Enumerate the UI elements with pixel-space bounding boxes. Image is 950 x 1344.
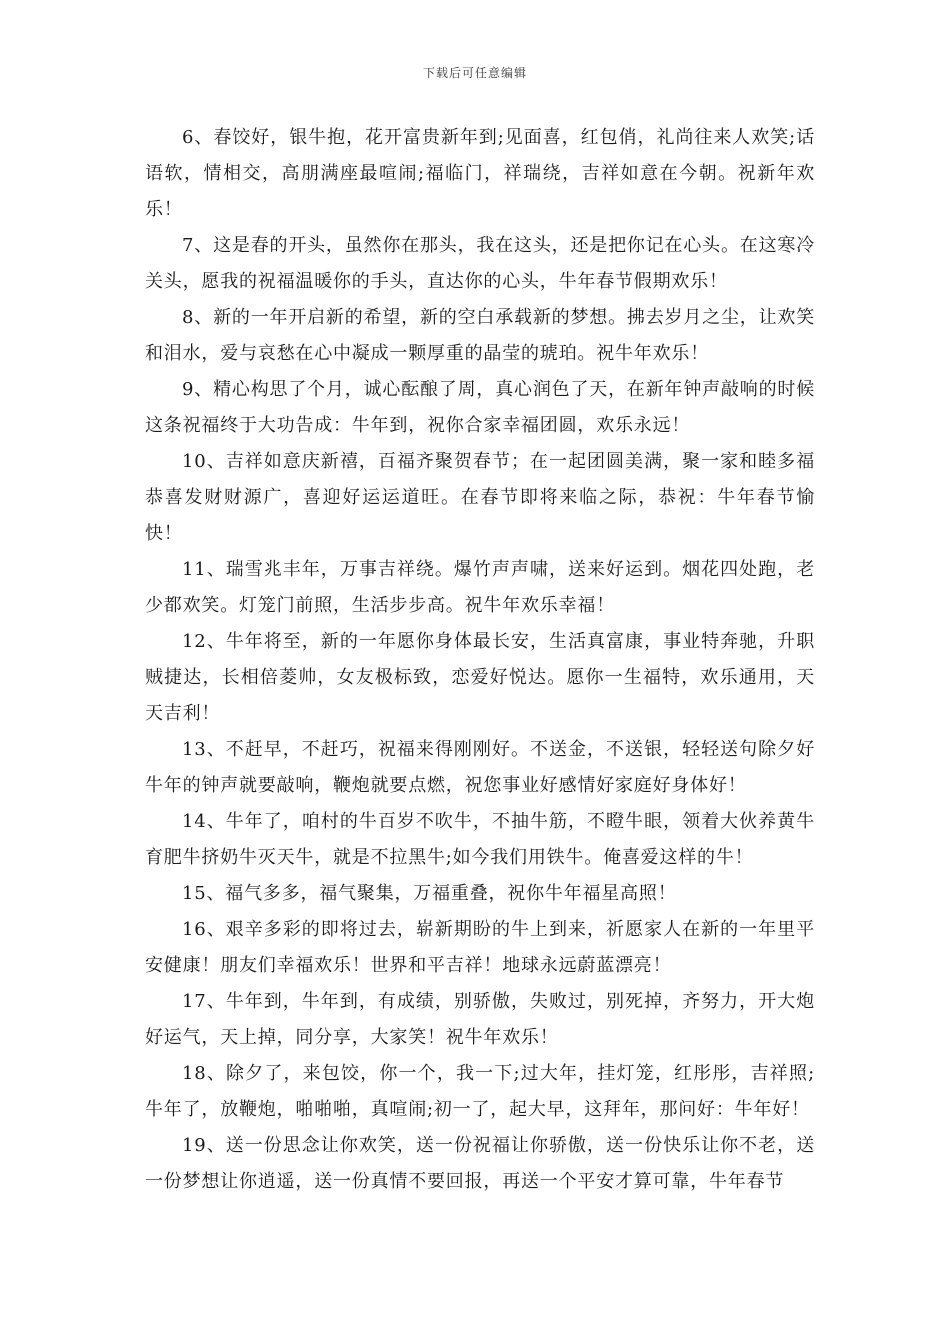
paragraph-10: 10、吉祥如意庆新禧，百福齐聚贺春节；在一起团圆美满，聚一家和睦多福恭喜发财财源广，喜迎好运运道旺。在春节即将来临之际，恭祝：牛年春节愉快！ — [145, 451, 815, 544]
paragraph-15: 15、福气多多，福气聚集，万福重叠，祝你牛年福星高照！ — [182, 883, 677, 904]
paragraph-13: 13、不赶早，不赶巧，祝福来得刚刚好。不送金，不送银，轻轻送句除夕好牛年的钟声就要敲响，鞭炮就要点燃，祝您事业好感情好家庭好身体好！ — [145, 739, 815, 796]
paragraph-8: 8、新的一年开启新的希望，新的空白承载新的梦想。拂去岁月之尘，让欢笑和泪水，爱与哀愁在心中凝成一颗厚重的晶莹的琥珀。祝牛年欢乐！ — [145, 307, 815, 364]
paragraph-14: 14、牛年了，咱村的牛百岁不吹牛，不抽牛筋，不瞪牛眼，领着大伙养黄牛育肥牛挤奶牛灭天牛，就是不拉黑牛;如今我们用铁牛。俺喜爱这样的牛！ — [145, 811, 815, 868]
paragraph-17: 17、牛年到，牛年到，有成绩，别骄傲，失败过，别死掉，齐努力，开大炮好运气，天上掉，同分享，大家笑！祝牛年欢乐！ — [145, 991, 815, 1048]
paragraph-11: 11、瑞雪兆丰年，万事吉祥绕。爆竹声声啸，送来好运到。烟花四处跑，老少都欢笑。灯笼门前照，生活步步高。祝牛年欢乐幸福！ — [145, 559, 815, 616]
paragraph-9: 9、精心构思了个月，诚心酝酿了周，真心润色了天，在新年钟声敲响的时候这条祝福终于大功告成：牛年到，祝你合家幸福团圆，欢乐永远！ — [145, 379, 815, 436]
paragraph-18: 18、除夕了，来包饺，你一个，我一下;过大年，挂灯笼，红彤彤，吉祥照;牛年了，放鞭炮，啪啪啪，真喧闹;初一了，起大早，这拜年，那问好：牛年好！ — [145, 1063, 815, 1120]
paragraph-16: 16、艰辛多彩的即将过去，崭新期盼的牛上到来，祈愿家人在新的一年里平安健康！朋友们幸福欢乐！世界和平吉祥！地球永远蔚蓝漂亮！ — [145, 919, 815, 976]
paragraph-19: 19、送一份思念让你欢笑，送一份祝福让你骄傲，送一份快乐让你不老，送一份梦想让你逍遥，送一份真情不要回报，再送一个平安才算可靠，牛年春节 — [145, 1135, 815, 1192]
page-header: 下载后可任意编辑 — [422, 66, 527, 80]
document-body — [145, 120, 815, 1200]
paragraph-6: 6、春饺好，银牛抱，花开富贵新年到;见面喜，红包俏，礼尚往来人欢笑;话语软，情相交，高朋满座最喧闹;福临门，祥瑞绕，吉祥如意在今朝。祝新年欢乐！ — [145, 127, 815, 220]
paragraph-7: 7、这是春的开头，虽然你在那头，我在这头，还是把你记在心头。在这寒冷关头，愿我的祝福温暖你的手头，直达你的心头，牛年春节假期欢乐！ — [145, 235, 815, 292]
paragraph-12: 12、牛年将至，新的一年愿你身体最长安，生活真富康，事业特奔驰，升职贼捷达，长相倍菱帅，女友极标致，恋爱好悦达。愿你一生福特，欢乐通用，天天吉利！ — [145, 631, 815, 724]
